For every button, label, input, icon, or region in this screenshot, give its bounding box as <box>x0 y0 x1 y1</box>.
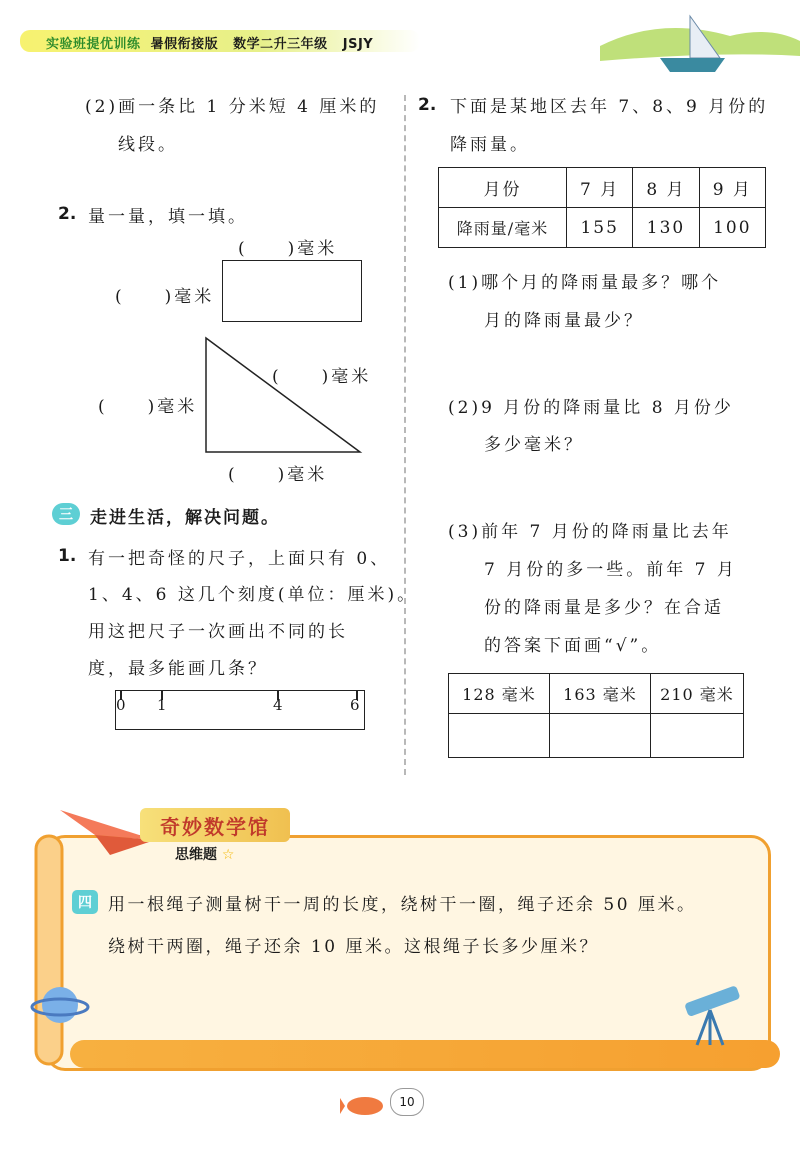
column-divider <box>404 95 406 775</box>
right-sub3-line1: (3)前年 7 月份的降雨量比去年 <box>448 522 732 542</box>
left-q2-text: 量一量，填一填。 <box>88 207 248 227</box>
table-header-cell: 7 月 <box>567 168 633 208</box>
bonus-badge: 四 <box>72 890 98 914</box>
ruler-tick-label: 4 <box>273 696 286 714</box>
ruler-tick-label: 0 <box>116 696 129 714</box>
page-number: 10 <box>390 1088 424 1116</box>
triangle-left-label: ( )毫米 <box>98 397 198 417</box>
section3-badge: 三 <box>52 503 80 525</box>
measure-rectangle <box>222 260 362 322</box>
right-sub2-line2: 多少毫米？ <box>484 435 584 455</box>
choice-cell: 210 毫米 <box>651 674 744 714</box>
left-q3-line2: 1、4、6 这几个刻度(单位：厘米)。 <box>88 585 418 605</box>
header-edition: 暑假衔接版 <box>150 37 219 52</box>
left-q1-part2-line1: (2)画一条比 1 分米短 4 厘米的 <box>85 97 380 117</box>
header-brand: 实验班提优训练 <box>46 37 141 52</box>
header-text <box>46 33 373 52</box>
answer-cell[interactable] <box>651 714 744 758</box>
bonus-line2: 绕树干两圈，绳子还余 10 厘米。这根绳子长多少厘米？ <box>108 937 599 957</box>
table-cell: 100 <box>699 208 765 248</box>
header-publisher: JSJY <box>342 37 374 52</box>
rainfall-table <box>438 167 766 248</box>
right-intro-line1: 下面是某地区去年 7、8、9 月份的 <box>450 97 769 117</box>
rect-left-label: ( )毫米 <box>115 287 215 307</box>
star-icon: ☆ <box>221 847 235 863</box>
section3-title: 走进生活，解决问题。 <box>90 508 280 528</box>
planet-icon <box>30 975 90 1035</box>
telescope-icon <box>675 980 755 1050</box>
bonus-subtitle-text: 思维题 <box>175 847 217 863</box>
rect-top-label: ( )毫米 <box>238 239 338 259</box>
left-q2-number: 2. <box>58 204 77 224</box>
right-sub3-line3: 份的降雨量是多少？在合适 <box>484 598 724 618</box>
right-sub3-line4: 的答案下面画“√”。 <box>484 636 662 656</box>
right-q2-number: 2. <box>418 95 437 115</box>
right-sub2-line1: (2)9 月份的降雨量比 8 月份少 <box>448 398 734 418</box>
sailboat-icon <box>600 6 800 76</box>
bonus-subtitle <box>175 844 234 864</box>
table-header-cell: 8 月 <box>633 168 699 208</box>
ruler-tick-label: 6 <box>350 696 363 714</box>
right-sub1-line1: (1)哪个月的降雨量最多？哪个 <box>448 273 722 293</box>
right-intro-line2: 降雨量。 <box>450 135 530 155</box>
answer-choice-table <box>448 673 744 758</box>
header-subject: 数学二升三年级 <box>233 37 328 52</box>
right-sub3-line2: 7 月份的多一些。前年 7 月 <box>484 560 737 580</box>
table-header-cell: 月份 <box>439 168 567 208</box>
answer-row[interactable] <box>449 714 744 758</box>
bonus-banner: 奇妙数学馆 <box>140 808 290 842</box>
triangle-bottom-label: ( )毫米 <box>228 465 328 485</box>
ruler-tick-label: 1 <box>157 696 170 714</box>
choice-cell: 128 毫米 <box>449 674 550 714</box>
choice-row <box>449 674 744 714</box>
bonus-line1: 用一根绳子测量树干一周的长度，绕树干一圈，绳子还余 50 厘米。 <box>108 895 697 915</box>
table-header-cell: 9 月 <box>699 168 765 208</box>
fish-icon <box>340 1090 390 1120</box>
rainfall-table-header-row <box>439 168 766 208</box>
left-q3-line4: 度，最多能画几条？ <box>88 659 268 679</box>
answer-cell[interactable] <box>550 714 651 758</box>
table-cell: 130 <box>633 208 699 248</box>
ruler <box>115 690 365 730</box>
answer-cell[interactable] <box>449 714 550 758</box>
table-row-label: 降雨量/毫米 <box>439 208 567 248</box>
measure-triangle <box>195 330 375 460</box>
left-q3-number: 1. <box>58 546 77 566</box>
right-sub1-line2: 月的降雨量最少？ <box>484 311 644 331</box>
table-cell: 155 <box>567 208 633 248</box>
scroll-bottom-roll <box>70 1040 780 1068</box>
rainfall-table-data-row <box>439 208 766 248</box>
choice-cell: 163 毫米 <box>550 674 651 714</box>
left-q1-part2-line2: 线段。 <box>118 135 178 155</box>
left-q3-line3: 用这把尺子一次画出不同的长 <box>88 622 348 642</box>
left-q3-line1: 有一把奇怪的尺子，上面只有 0、 <box>88 549 391 569</box>
triangle-hypotenuse-label: ( )毫米 <box>272 367 372 387</box>
